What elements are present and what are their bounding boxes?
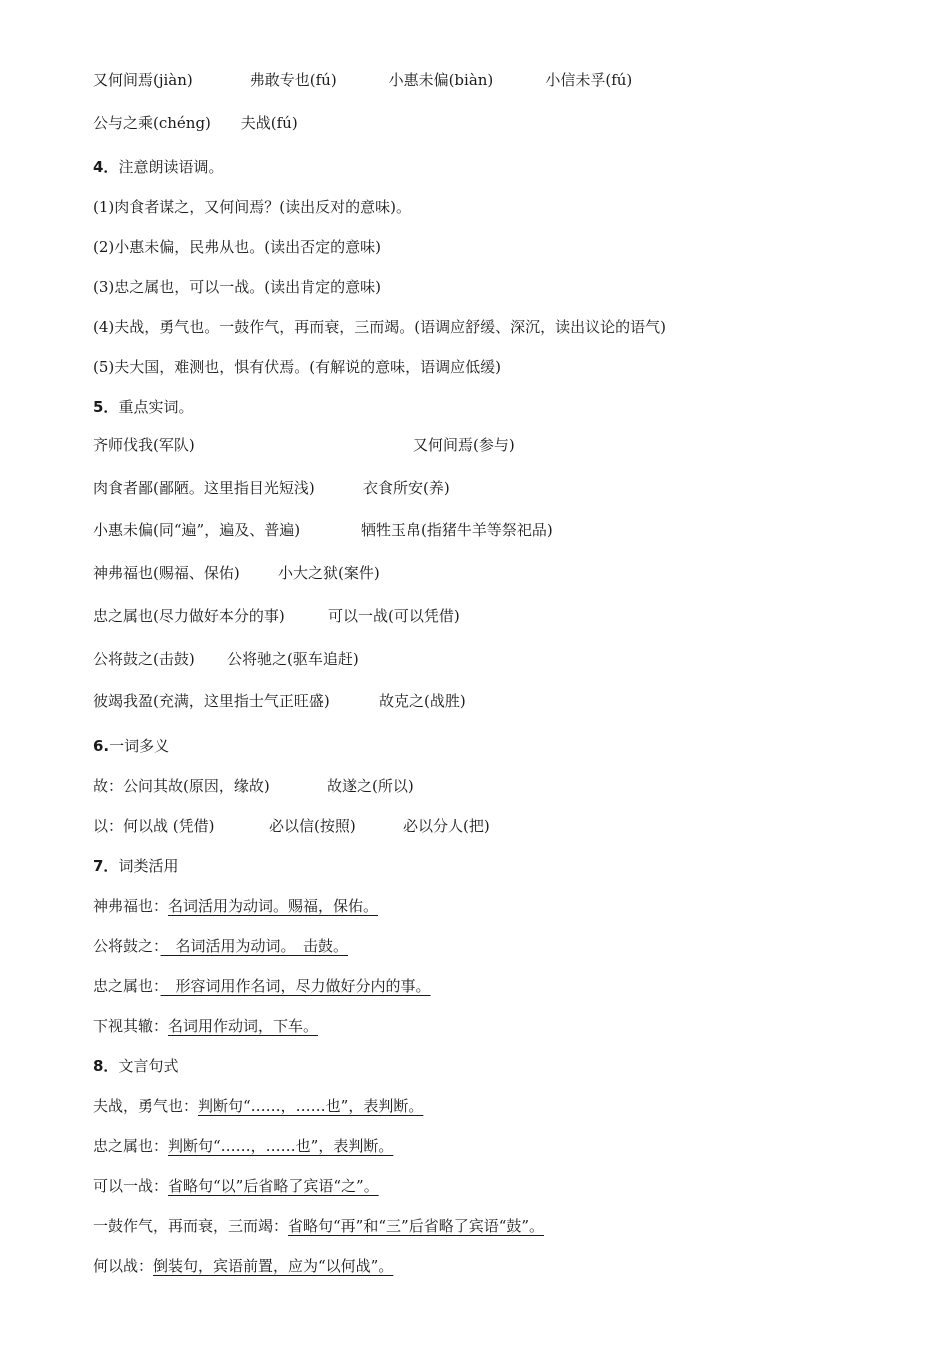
vocab-item: 衣食所安(养) xyxy=(363,479,450,497)
reading-item: (3)忠之属也，可以一战。(读出肯定的意味) xyxy=(93,278,381,296)
section-title: 文言句式 xyxy=(118,1057,179,1075)
syntax-label: 可以一战： xyxy=(93,1177,169,1195)
usage-item xyxy=(93,976,431,996)
pron-item: 夫战(fú) xyxy=(240,114,298,132)
pronunciation-line-2 xyxy=(93,113,298,133)
pron-item: 弗敢专也(fú) xyxy=(249,71,337,89)
usage-item xyxy=(93,936,348,956)
vocab-item: 牺牲玉帛(指猪牛羊等祭祀品) xyxy=(361,521,553,539)
section-title: 重点实词。 xyxy=(118,398,194,416)
vocab-row xyxy=(93,563,380,583)
section-number: 6. xyxy=(93,737,110,755)
syntax-answer: 倒装句，宾语前置，应为“以何战”。 xyxy=(153,1257,394,1275)
section-number: 8． xyxy=(93,1057,119,1075)
usage-answer: 名词用作动词，下车。 xyxy=(168,1017,319,1035)
reading-item: (5)夫大国，难测也，惧有伏焉。(有解说的意味，语调应低缓) xyxy=(93,358,501,376)
vocab-item: 可以一战(可以凭借) xyxy=(328,607,460,625)
reading-item: (4)夫战，勇气也。一鼓作气，再而衰，三而竭。(语调应舒缓、深沉，读出议论的语气) xyxy=(93,318,666,336)
section-title: 词类活用 xyxy=(118,857,179,875)
syntax-label: 忠之属也： xyxy=(93,1137,169,1155)
syntax-label: 一鼓作气，再而衰，三而竭： xyxy=(93,1217,289,1235)
pron-item: 小惠未偏(biàn) xyxy=(388,71,494,89)
syntax-item xyxy=(93,1096,423,1116)
syntax-item xyxy=(93,1256,393,1276)
usage-answer: 名词活用为动词。 击鼓。 xyxy=(160,937,349,955)
polysemy-item: 以：何以战 (凭借) xyxy=(93,817,215,835)
syntax-item xyxy=(93,1216,544,1236)
section-4-heading xyxy=(93,157,223,177)
polysemy-line xyxy=(93,776,414,796)
vocab-row xyxy=(93,435,515,455)
polysemy-item: 故：公问其故(原因，缘故) xyxy=(93,777,270,795)
polysemy-item: 必以分人(把) xyxy=(403,817,490,835)
vocab-item: 彼竭我盈(充满，这里指士气正旺盛) xyxy=(93,692,330,710)
usage-label: 忠之属也： xyxy=(93,977,161,995)
syntax-answer: 判断句“……，……也”，表判断。 xyxy=(168,1137,394,1155)
section-8-heading xyxy=(93,1056,178,1076)
section-number: 7． xyxy=(93,857,119,875)
usage-label: 公将鼓之： xyxy=(93,937,161,955)
vocab-item: 肉食者鄙(鄙陋。这里指目光短浅) xyxy=(93,479,315,497)
syntax-item xyxy=(93,1176,379,1196)
reading-item: (1)肉食者谋之，又何间焉？(读出反对的意味)。 xyxy=(93,198,411,216)
vocab-item: 又何间焉(参与) xyxy=(413,436,515,454)
section-number: 5． xyxy=(93,398,119,416)
syntax-label: 何以战： xyxy=(93,1257,154,1275)
polysemy-item: 故遂之(所以) xyxy=(327,777,414,795)
vocab-row xyxy=(93,520,553,540)
section-7-heading xyxy=(93,856,178,876)
usage-item xyxy=(93,896,378,916)
pron-item: 又何间焉(jiàn) xyxy=(93,71,193,89)
vocab-row xyxy=(93,606,460,626)
vocab-item: 公将鼓之(击鼓) xyxy=(93,650,195,668)
section-title: 一词多义 xyxy=(109,737,170,755)
vocab-item: 忠之属也(尽力做好本分的事) xyxy=(93,607,285,625)
section-title: 注意朗读语调。 xyxy=(118,158,224,176)
vocab-item: 故克之(战胜) xyxy=(379,692,466,710)
section-5-heading xyxy=(93,397,193,417)
syntax-label: 夫战，勇气也： xyxy=(93,1097,199,1115)
syntax-answer: 省略句“以”后省略了宾语“之”。 xyxy=(168,1177,379,1195)
vocab-row xyxy=(93,691,466,711)
vocab-item: 小大之狱(案件) xyxy=(278,564,380,582)
usage-answer: 名词活用为动词。赐福，保佑。 xyxy=(168,897,379,915)
vocab-item: 神弗福也(赐福、保佑) xyxy=(93,564,240,582)
vocab-row xyxy=(93,478,450,498)
vocab-row xyxy=(93,649,359,669)
section-number: 4． xyxy=(93,158,119,176)
vocab-item: 小惠未偏(同“遍”，遍及、普遍) xyxy=(93,521,301,539)
vocab-item: 公将驰之(驱车追赶) xyxy=(227,650,359,668)
syntax-answer: 省略句“再”和“三”后省略了宾语“鼓”。 xyxy=(288,1217,545,1235)
syntax-item xyxy=(93,1136,393,1156)
syntax-answer: 判断句“……，……也”，表判断。 xyxy=(198,1097,424,1115)
usage-item xyxy=(93,1016,318,1036)
polysemy-line xyxy=(93,816,490,836)
pron-item: 小信未孚(fú) xyxy=(545,71,633,89)
usage-label: 下视其辙： xyxy=(93,1017,169,1035)
reading-item: (2)小惠未偏，民弗从也。(读出否定的意味) xyxy=(93,238,381,256)
pronunciation-line-1 xyxy=(93,70,632,90)
usage-label: 神弗福也： xyxy=(93,897,169,915)
polysemy-item: 必以信(按照) xyxy=(269,817,356,835)
vocab-item: 齐师伐我(军队) xyxy=(93,436,195,454)
pron-item: 公与之乘(chéng) xyxy=(93,114,211,132)
usage-answer: 形容词用作名词，尽力做好分内的事。 xyxy=(160,977,431,995)
section-6-heading xyxy=(93,736,169,756)
